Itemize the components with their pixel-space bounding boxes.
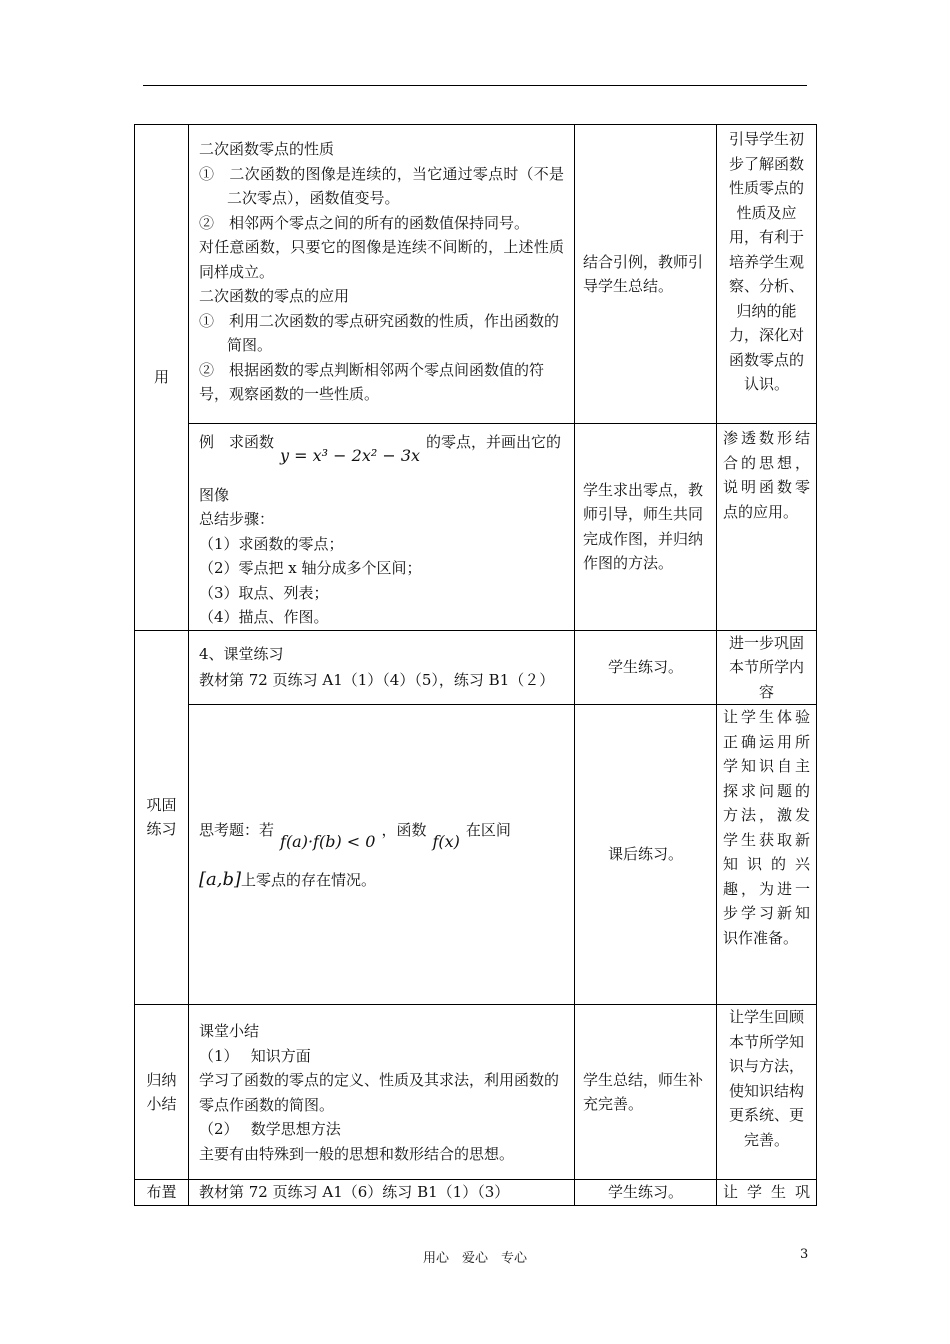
activity-cell: 学生求出零点，教师引导，师生共同完成作图，并归纳作图的方法。: [575, 424, 717, 631]
table-row: [135, 424, 817, 631]
header-rule: [143, 85, 807, 86]
steps-title: 总结步骤：: [199, 510, 275, 528]
formula: y = x³ − 2x² − 3x: [280, 446, 421, 465]
example-label: 例 求函数: [199, 433, 275, 451]
purpose-cell: 进一步巩固本节所学内容: [717, 630, 817, 705]
paragraph: 对任意函数，只要它的图像是连续不间断的，上述性质同样成立。: [199, 238, 564, 281]
table-row: [135, 630, 817, 705]
table-row: [135, 1180, 817, 1206]
table-row: [135, 1005, 817, 1180]
interval-formula: [a,b]: [199, 868, 242, 890]
content-cell: [189, 424, 575, 631]
example-text: 的零点，并画出它的: [426, 433, 562, 451]
content-cell: [189, 630, 575, 705]
page-number: 3: [800, 1247, 809, 1262]
step-item: （2）零点把 x 轴分成多个区间；: [199, 559, 422, 577]
activity-cell: 课后练习。: [575, 705, 717, 1005]
paragraph: ② 相邻两个零点之间的所有的函数值保持同号。: [199, 213, 530, 232]
purpose-cell: 渗透数形结合的思想，说明函数零点的应用。: [717, 424, 817, 631]
stage-cell: [135, 630, 189, 1005]
condition-formula: f(a)·f(b) < 0: [280, 831, 376, 851]
stage-label: 巩固练习: [146, 795, 177, 839]
page-footer: 用心 爱心 专心: [422, 1251, 527, 1266]
activity-cell: 学生练习。: [575, 630, 717, 705]
activity-cell: 学生总结，师生补充完善。: [575, 1005, 717, 1180]
paragraph: ② 根据函数的零点判断相邻两个零点间函数值的符号，观察函数的一些性质。: [199, 360, 545, 403]
step-item: （1）求函数的零点；: [199, 534, 344, 553]
content-cell: [189, 705, 575, 1005]
content-cell: [189, 125, 575, 424]
step-item: （3）取点、列表；: [199, 583, 329, 602]
content-cell: [189, 1180, 575, 1206]
question-text: 上零点的存在情况。: [241, 870, 377, 889]
table-row: [135, 125, 817, 424]
purpose-cell: 让学生回顾本节所学知识与方法，使知识结构更系统、更完善。: [717, 1005, 817, 1180]
content-cell: [189, 1005, 575, 1180]
paragraph: ① 利用二次函数的零点研究函数的性质，作出函数的简图。: [199, 311, 560, 354]
purpose-cell: 让学生体验正确运用所学知识自主探求问题的方法，激发学生获取新知识的兴趣，为进一步学习新知识作准备。: [717, 705, 817, 1005]
paragraph: ① 二次函数的图像是连续的，当它通过零点时（不是二次零点），函数值变号。: [199, 164, 564, 207]
stage-cell: 布置: [135, 1180, 189, 1206]
section-title: 二次函数的零点的应用: [199, 287, 350, 305]
stage-cell: 用: [135, 125, 189, 631]
stage-label: 归纳小结: [146, 1070, 177, 1113]
question-text: 在区间: [465, 820, 511, 839]
step-item: （4）描点、作图。: [199, 608, 329, 626]
exercise-text: 教材第 72 页练习 A1（1）（4）（5），练习 B1（２）: [199, 670, 555, 689]
section-title: 二次函数零点的性质: [199, 140, 335, 158]
table-row: [135, 705, 817, 1005]
question-text: ，函数: [381, 820, 427, 839]
activity-cell: 学生练习。: [575, 1180, 717, 1206]
lesson-plan-table: [134, 124, 817, 1206]
activity-cell: 结合引例，教师引导学生总结。: [575, 125, 717, 424]
example-text: 图像: [199, 485, 230, 504]
function-formula: f(x): [432, 831, 460, 851]
paragraph: 学习了函数的零点的定义、性质及其求法，利用函数的零点作函数的简图。: [199, 1071, 560, 1114]
purpose-cell: 引导学生初步了解函数性质零点的性质及应用，有利于培养学生观察、分析、归纳的能力，深化对函数零点的认识。: [717, 125, 817, 424]
stage-cell: [135, 1005, 189, 1180]
homework-text: 教材第 72 页练习 A1（6）练习 B1（1）（3）: [199, 1183, 510, 1201]
subheading: （2） 数学思想方法: [199, 1120, 341, 1138]
section-title: 课堂小结: [199, 1022, 260, 1040]
section-title: 4、课堂练习: [199, 644, 284, 663]
paragraph: 主要有由特殊到一般的思想和数形结合的思想。: [199, 1144, 515, 1163]
question-text: 思考题：若: [199, 820, 275, 839]
subheading: （1） 知识方面: [199, 1046, 311, 1065]
purpose-cell: 让学生巩: [717, 1180, 817, 1206]
